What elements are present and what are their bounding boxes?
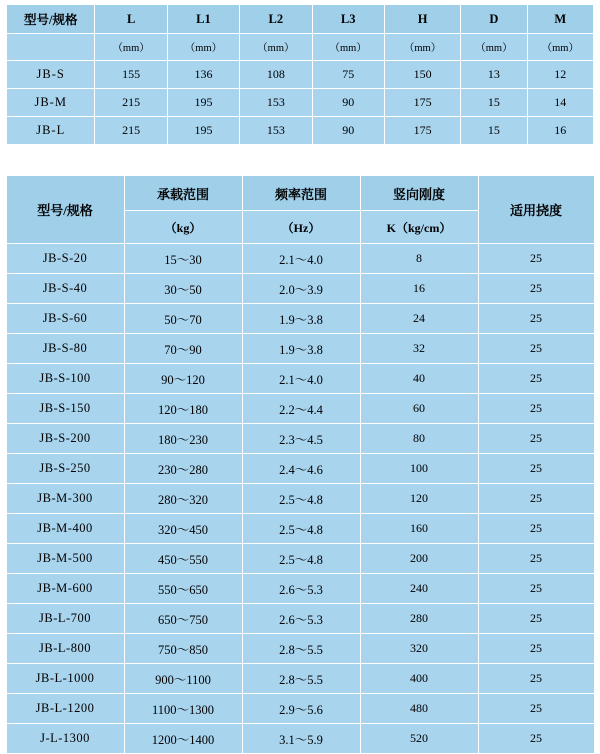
spec-cell-deflection: 25 [478,244,594,274]
dimension-cell: 215 [95,117,167,145]
table-row [6,484,594,514]
spec-cell-load: 180～230 [124,424,242,454]
spec-cell-model: JB-S-100 [6,364,124,394]
dimension-cell: 150 [384,61,460,89]
specification-table-header-row [6,176,594,211]
dimension-cell: 16 [527,117,593,145]
spec-cell-frequency: 2.2～4.4 [242,394,360,424]
spec-cell-stiffness: 8 [360,244,478,274]
spec-sheet-page [0,4,600,754]
dimension-table-body [7,5,594,145]
spec-cell-stiffness: 400 [360,664,478,694]
table-row [6,514,594,544]
dimension-cell: 215 [95,89,167,117]
spec-cell-load: 450～550 [124,544,242,574]
spec-cell-frequency: 2.1～4.0 [242,364,360,394]
spec-cell-load: 230～280 [124,454,242,484]
spec-cell-frequency: 2.0～3.9 [242,274,360,304]
spec-cell-frequency: 2.6～5.3 [242,604,360,634]
spec-cell-load: 120～180 [124,394,242,424]
spec-cell-deflection: 25 [478,484,594,514]
spec-cell-load: 750～850 [124,634,242,664]
spec-cell-load: 1200～1400 [124,724,242,754]
spec-cell-frequency: 2.5～4.8 [242,544,360,574]
spec-cell-model: JB-L-700 [6,604,124,634]
spec-cell-deflection: 25 [478,514,594,544]
spec-unit-cell-load: （kg） [124,211,242,244]
spec-header-cell-model: 型号/规格 [6,176,124,244]
spec-cell-frequency: 2.5～4.8 [242,484,360,514]
spec-cell-frequency: 2.3～4.5 [242,424,360,454]
spec-cell-model: JB-S-40 [6,274,124,304]
dimension-unit-cell: （mm） [240,34,312,61]
spec-cell-model: JB-L-800 [6,634,124,664]
dimension-cell: 195 [167,117,239,145]
table-row [6,634,594,664]
spec-cell-stiffness: 480 [360,694,478,724]
spec-cell-deflection: 25 [478,274,594,304]
spec-cell-load: 30～50 [124,274,242,304]
spec-cell-model: JB-S-80 [6,334,124,364]
dimension-cell: 136 [167,61,239,89]
table-row [6,304,594,334]
spec-cell-deflection: 25 [478,334,594,364]
spec-cell-stiffness: 16 [360,274,478,304]
dimension-unit-cell: （mm） [167,34,239,61]
dimension-unit-cell [7,34,95,61]
spec-cell-model: JB-M-300 [6,484,124,514]
spec-cell-model: JB-S-150 [6,394,124,424]
spec-cell-load: 650～750 [124,604,242,634]
spec-cell-model: JB-S-60 [6,304,124,334]
table-row [6,604,594,634]
spec-cell-model: JB-S-20 [6,244,124,274]
dimension-unit-cell: （mm） [461,34,527,61]
specification-table [6,175,595,754]
dimension-header-cell: M [527,5,593,34]
dimension-cell-model: JB-S [7,61,95,89]
spec-cell-stiffness: 24 [360,304,478,334]
spec-cell-stiffness: 32 [360,334,478,364]
spec-cell-load: 550～650 [124,574,242,604]
table-separator [0,145,600,175]
spec-cell-stiffness: 200 [360,544,478,574]
spec-cell-frequency: 2.8～5.5 [242,634,360,664]
spec-cell-model: JB-L-1200 [6,694,124,724]
spec-cell-deflection: 25 [478,424,594,454]
dimension-cell: 15 [461,117,527,145]
dimension-unit-cell: （mm） [312,34,384,61]
dimension-cell: 90 [312,89,384,117]
spec-cell-deflection: 25 [478,304,594,334]
table-row [6,334,594,364]
table-row [7,117,594,145]
spec-cell-stiffness: 120 [360,484,478,514]
table-row [6,394,594,424]
spec-cell-load: 320～450 [124,514,242,544]
specification-table-body [6,176,594,754]
spec-cell-deflection: 25 [478,694,594,724]
spec-cell-deflection: 25 [478,724,594,754]
spec-cell-load: 280～320 [124,484,242,514]
table-row [6,694,594,724]
spec-cell-load: 90～120 [124,364,242,394]
spec-header-cell-deflection: 适用挠度 [478,176,594,244]
spec-cell-model: JB-L-1000 [6,664,124,694]
spec-cell-load: 1100～1300 [124,694,242,724]
table-row [7,61,594,89]
dimension-cell: 75 [312,61,384,89]
spec-header-cell-frequency: 频率范围 [242,176,360,211]
spec-cell-model: J-L-1300 [6,724,124,754]
spec-unit-cell-frequency: （Hz） [242,211,360,244]
dimension-cell-model: JB-L [7,117,95,145]
dimension-unit-cell: （mm） [95,34,167,61]
dimension-unit-cell: （mm） [527,34,593,61]
spec-cell-stiffness: 60 [360,394,478,424]
spec-cell-stiffness: 240 [360,574,478,604]
spec-cell-frequency: 2.8～5.5 [242,664,360,694]
dimension-cell: 153 [240,89,312,117]
spec-cell-stiffness: 520 [360,724,478,754]
spec-cell-stiffness: 160 [360,514,478,544]
spec-cell-stiffness: 40 [360,364,478,394]
spec-cell-deflection: 25 [478,454,594,484]
spec-cell-stiffness: 100 [360,454,478,484]
dimension-header-cell: L1 [167,5,239,34]
spec-cell-deflection: 25 [478,364,594,394]
dimension-cell: 13 [461,61,527,89]
dimension-table [6,4,594,145]
spec-cell-deflection: 25 [478,634,594,664]
dimension-cell: 90 [312,117,384,145]
spec-cell-model: JB-S-200 [6,424,124,454]
spec-cell-model: JB-S-250 [6,454,124,484]
spec-cell-load: 70～90 [124,334,242,364]
dimension-cell: 175 [384,117,460,145]
dimension-cell: 155 [95,61,167,89]
table-row [6,454,594,484]
spec-cell-load: 15～30 [124,244,242,274]
dimension-cell-model: JB-M [7,89,95,117]
dimension-header-cell: D [461,5,527,34]
spec-cell-model: JB-M-400 [6,514,124,544]
dimension-cell: 175 [384,89,460,117]
table-row [6,544,594,574]
dimension-cell: 14 [527,89,593,117]
spec-cell-frequency: 2.9～5.6 [242,694,360,724]
spec-cell-frequency: 2.1～4.0 [242,244,360,274]
dimension-cell: 195 [167,89,239,117]
spec-cell-deflection: 25 [478,604,594,634]
spec-cell-frequency: 2.5～4.8 [242,514,360,544]
dimension-cell: 15 [461,89,527,117]
spec-cell-stiffness: 80 [360,424,478,454]
dimension-cell: 153 [240,117,312,145]
spec-cell-stiffness: 280 [360,604,478,634]
spec-cell-deflection: 25 [478,544,594,574]
table-row [6,364,594,394]
spec-header-cell-load: 承载范围 [124,176,242,211]
dimension-table-header-row [7,5,594,34]
dimension-header-cell: H [384,5,460,34]
spec-cell-frequency: 3.1～5.9 [242,724,360,754]
spec-cell-frequency: 1.9～3.8 [242,304,360,334]
spec-cell-deflection: 25 [478,394,594,424]
spec-cell-frequency: 2.4～4.6 [242,454,360,484]
dimension-header-cell: 型号/规格 [7,5,95,34]
table-row [7,89,594,117]
spec-header-cell-stiffness: 竖向刚度 [360,176,478,211]
dimension-header-cell: L3 [312,5,384,34]
table-row [6,424,594,454]
spec-unit-cell-stiffness: K（kg/cm） [360,211,478,244]
spec-cell-deflection: 25 [478,574,594,604]
table-row [6,274,594,304]
dimension-cell: 12 [527,61,593,89]
dimension-header-cell: L2 [240,5,312,34]
spec-cell-frequency: 2.6～5.3 [242,574,360,604]
table-row [6,244,594,274]
spec-cell-deflection: 25 [478,664,594,694]
spec-cell-model: JB-M-600 [6,574,124,604]
spec-cell-load: 900～1100 [124,664,242,694]
table-row [6,724,594,754]
table-row [6,664,594,694]
spec-cell-frequency: 1.9～3.8 [242,334,360,364]
dimension-unit-cell: （mm） [384,34,460,61]
spec-cell-stiffness: 320 [360,634,478,664]
dimension-header-cell: L [95,5,167,34]
dimension-cell: 108 [240,61,312,89]
dimension-table-unit-row [7,34,594,61]
table-row [6,574,594,604]
spec-cell-model: JB-M-500 [6,544,124,574]
spec-cell-load: 50～70 [124,304,242,334]
